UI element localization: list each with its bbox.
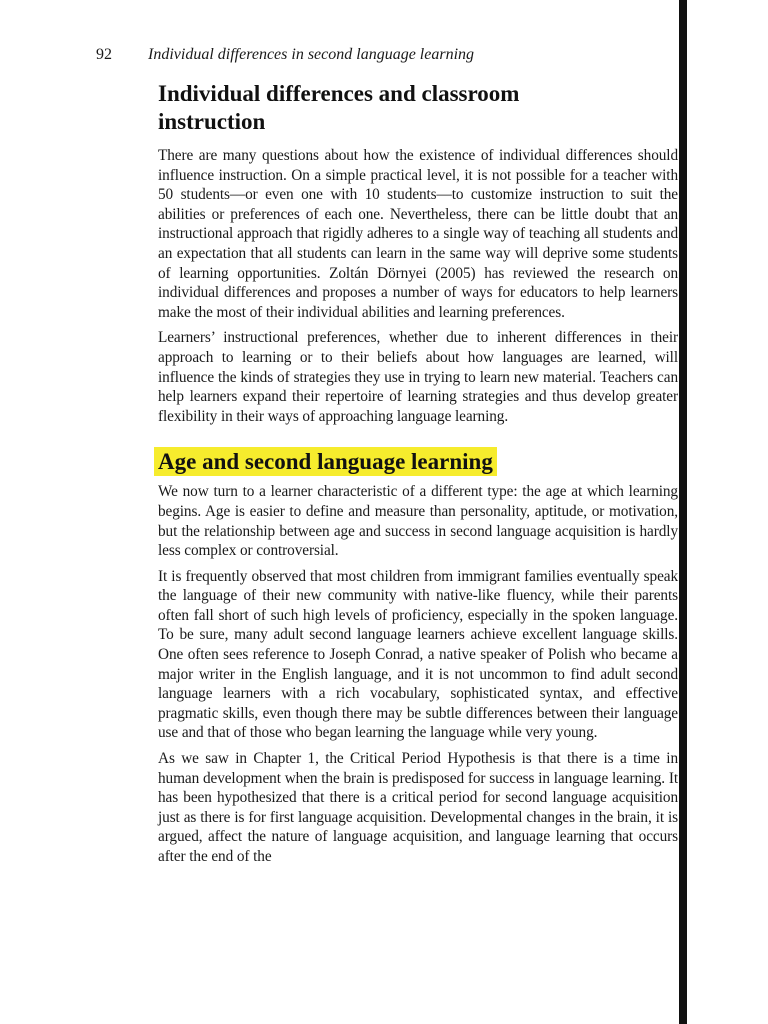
- paragraph: As we saw in Chapter 1, the Critical Period Hypothesis is that there is a time in human development when the brain is predisposed for success in language learning. It has been hypothesized that there is a critical period for second language acquisition just as there is for first language acquisition. Developmental changes in the brain, it is argued, affect the nature of language acquisition, and language learning that occurs after the end of the: [158, 750, 678, 865]
- section-heading-classroom-instruction: Individual differences and classroom instruction: [158, 81, 520, 134]
- paragraph: We now turn to a learner characteristic of a different type: the age at which learning begins. Age is easier to define and measure than personality, aptitude, or motivation, but the relationship between age and success in second language acquisition is hardly less complex or controversial.: [158, 483, 678, 560]
- running-head: [96, 44, 656, 66]
- paragraph: Learners’ instructional preferences, whether due to inherent differences in their approach to learning or to their beliefs about how languages are learned, will influence the kinds of strategies they use in trying to learn new material. Teachers can help learners expand their repertoire of learning strategies and thus develop greater flexibility in their ways of approaching language learning.: [158, 329, 678, 425]
- page-number: 92: [96, 46, 112, 63]
- highlighted-heading-text: Age and second language learning: [154, 447, 497, 476]
- paragraph: There are many questions about how the existence of individual differences should influence instruction. On a simple practical level, it is not possible for a teacher with 50 students—or even one with 10 students—to customize instruction to suit the abilities or preferences of each one. Nevertheless, there can be little doubt that an instructional approach that rigidly adheres to a single way of teaching all students and an expectation that all students can learn in the same way will deprive some students of learning opportunities. Zoltán Dörnyei (2005) has reviewed the research on individual differences and proposes a number of ways for educators to help learners make the most of their individual abilities and learning preferences.: [158, 147, 678, 321]
- paragraph: It is frequently observed that most children from immigrant families eventually speak the language of their new community with native-like fluency, while their parents often fall short of such high levels of proficiency, especially in the spoken language. To be sure, many adult second language learners achieve excellent language skills. One often sees reference to Joseph Conrad, a native speaker of Polish who became a major writer in the English language, and it is not uncommon to find adult second language learners with a rich vocabulary, sophisticated syntax, and effective pragmatic skills, even though there may be subtle differences between their language use and that of those who began learning the language while very young.: [158, 567, 678, 742]
- page-body: [158, 80, 678, 873]
- running-title: Individual differences in second language learning: [148, 46, 475, 63]
- section-heading-age: [154, 448, 678, 476]
- page-edge-shadow: [679, 0, 687, 1024]
